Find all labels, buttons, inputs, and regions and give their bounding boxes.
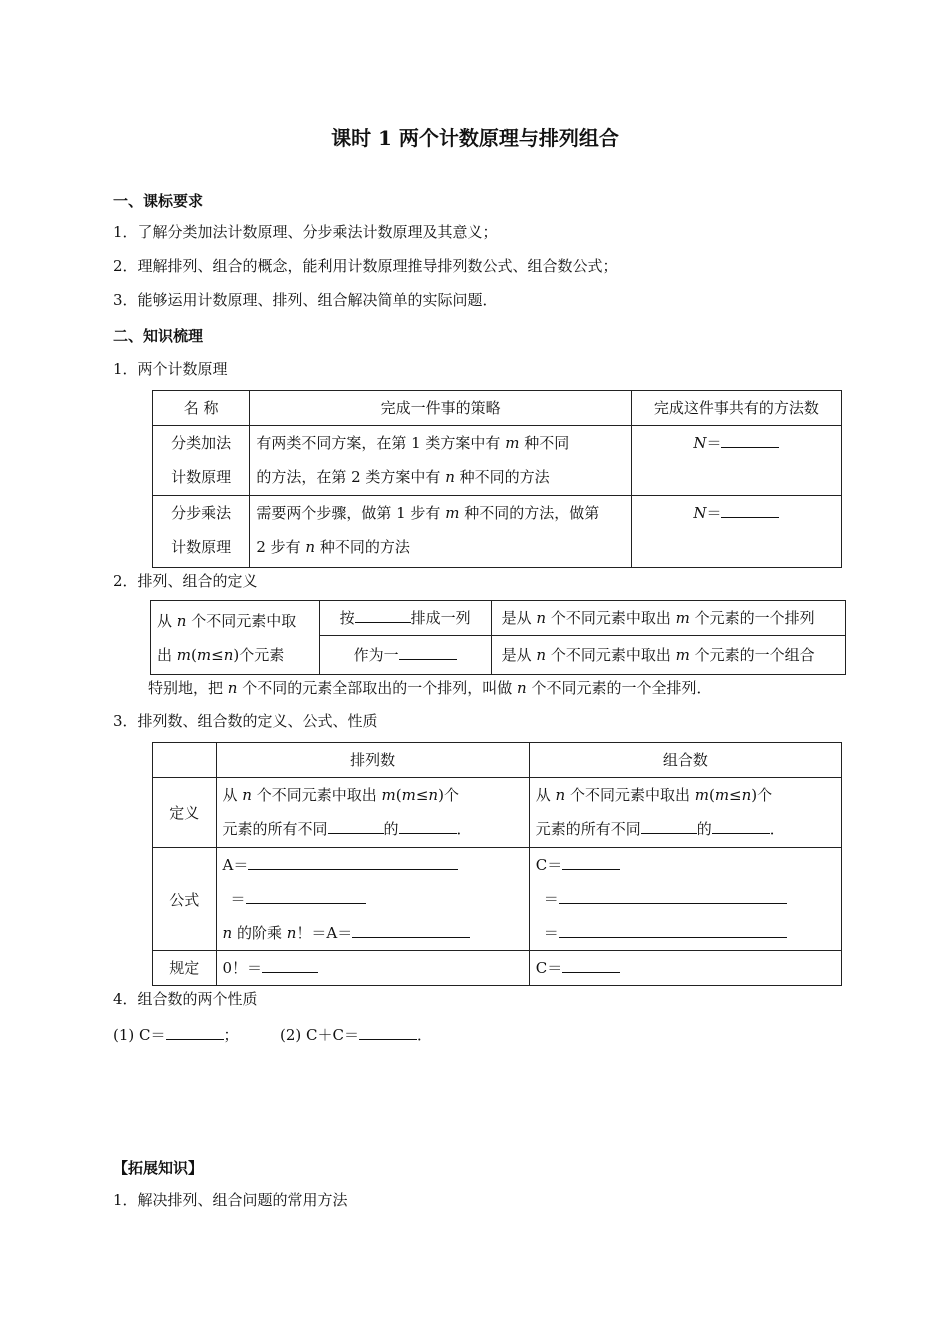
page-title: 课时 1 两个计数原理与排列组合 [331, 126, 619, 150]
answer-blank[interactable] [641, 819, 697, 834]
method-count-cell: N＝ [631, 426, 841, 496]
table-row [153, 426, 842, 496]
full-permutation-note: 特别地，把 n 个不同的元素全部取出的一个排列，叫做 n 个不同元素的一个全排列． [148, 679, 712, 697]
counting-principles-table [152, 390, 842, 568]
answer-blank[interactable] [562, 958, 620, 973]
extension-heading: 【拓展知识】 [113, 1159, 204, 1177]
combination-definition-cell: 是从 n 个不同元素中取出 m 个元素的一个组合 [491, 636, 845, 675]
answer-blank[interactable] [262, 958, 318, 973]
table-row [153, 848, 842, 951]
answer-blank[interactable] [166, 1025, 224, 1040]
section-heading-requirements: 一、课标要求 [113, 192, 204, 210]
table-header: 完成这件事共有的方法数 [631, 391, 841, 426]
permutation-definition-cell: 从 n 个不同元素中取出 m(m≤n)个 元素的所有不同 的 ． [216, 778, 529, 848]
section-heading-knowledge: 二、知识梳理 [113, 327, 204, 345]
table-header: 组合数 [529, 743, 841, 778]
table-row [153, 496, 842, 568]
answer-blank[interactable] [248, 855, 458, 870]
formulas-table [152, 742, 842, 986]
arrangement-method-cell: 按 排成一列 [319, 601, 491, 636]
table-header: 排列数 [216, 743, 529, 778]
answer-blank[interactable] [355, 608, 411, 623]
answer-blank[interactable] [559, 889, 787, 904]
requirement-item-3: 3．能够运用计数原理、排列、组合解决简单的实际问题． [113, 291, 498, 309]
principle-name-cell: 分类加法 计数原理 [153, 426, 250, 496]
combination-formula-cell: C＝ ＝ ＝ [529, 848, 841, 951]
answer-blank[interactable] [559, 923, 787, 938]
subheading-definitions: 2．排列、组合的定义 [113, 572, 258, 590]
answer-blank[interactable] [721, 433, 779, 448]
table-header: 名 称 [153, 391, 250, 426]
permutation-formula-cell: A＝ ＝ n 的阶乘 n！＝A＝ [216, 848, 529, 951]
requirement-item-2: 2．理解排列、组合的概念，能利用计数原理推导排列数公式、组合数公式； [113, 257, 618, 275]
row-label: 公式 [153, 848, 217, 951]
answer-blank[interactable] [562, 855, 620, 870]
subheading-properties: 4．组合数的两个性质 [113, 990, 258, 1008]
answer-blank[interactable] [712, 819, 770, 834]
answer-blank[interactable] [399, 645, 457, 660]
subheading-counting-principles: 1．两个计数原理 [113, 360, 228, 378]
subheading-formulas: 3．排列数、组合数的定义、公式、性质 [113, 712, 378, 730]
answer-blank[interactable] [721, 503, 779, 518]
property-2: (2) C＋C＝ ． [280, 1026, 432, 1044]
combination-definition-cell: 从 n 个不同元素中取出 m(m≤n)个 元素的所有不同 的 ． [529, 778, 841, 848]
row-label: 定义 [153, 778, 217, 848]
strategy-cell: 有两类不同方案，在第 1 类方案中有 m 种不同 的方法，在第 2 类方案中有 n 种不同的方法 [250, 426, 631, 496]
answer-blank[interactable] [328, 819, 384, 834]
answer-blank[interactable] [359, 1025, 417, 1040]
row-label: 规定 [153, 951, 217, 986]
method-count-cell: N＝ [631, 496, 841, 568]
requirement-item-1: 1．了解分类加法计数原理、分步乘法计数原理及其意义； [113, 223, 498, 241]
permutation-rule-cell: 0！＝ [216, 951, 529, 986]
table-header: 完成一件事的策略 [250, 391, 631, 426]
definitions-table [150, 600, 846, 675]
permutation-definition-cell: 是从 n 个不同元素中取出 m 个元素的一个排列 [491, 601, 845, 636]
strategy-cell: 需要两个步骤，做第 1 步有 m 种不同的方法，做第 2 步有 n 种不同的方法 [250, 496, 631, 568]
answer-blank[interactable] [352, 923, 470, 938]
combination-method-cell: 作为一 [319, 636, 491, 675]
table-row [153, 951, 842, 986]
table-row [153, 778, 842, 848]
property-1: (1) C＝ ； [113, 1026, 239, 1044]
answer-blank[interactable] [399, 819, 457, 834]
combination-rule-cell: C＝ [529, 951, 841, 986]
answer-blank[interactable] [246, 889, 366, 904]
extension-item-1: 1．解决排列、组合问题的常用方法 [113, 1191, 348, 1209]
definition-source-cell: 从 n 个不同元素中取 出 m(m≤n)个元素 [151, 601, 320, 675]
principle-name-cell: 分步乘法 计数原理 [153, 496, 250, 568]
